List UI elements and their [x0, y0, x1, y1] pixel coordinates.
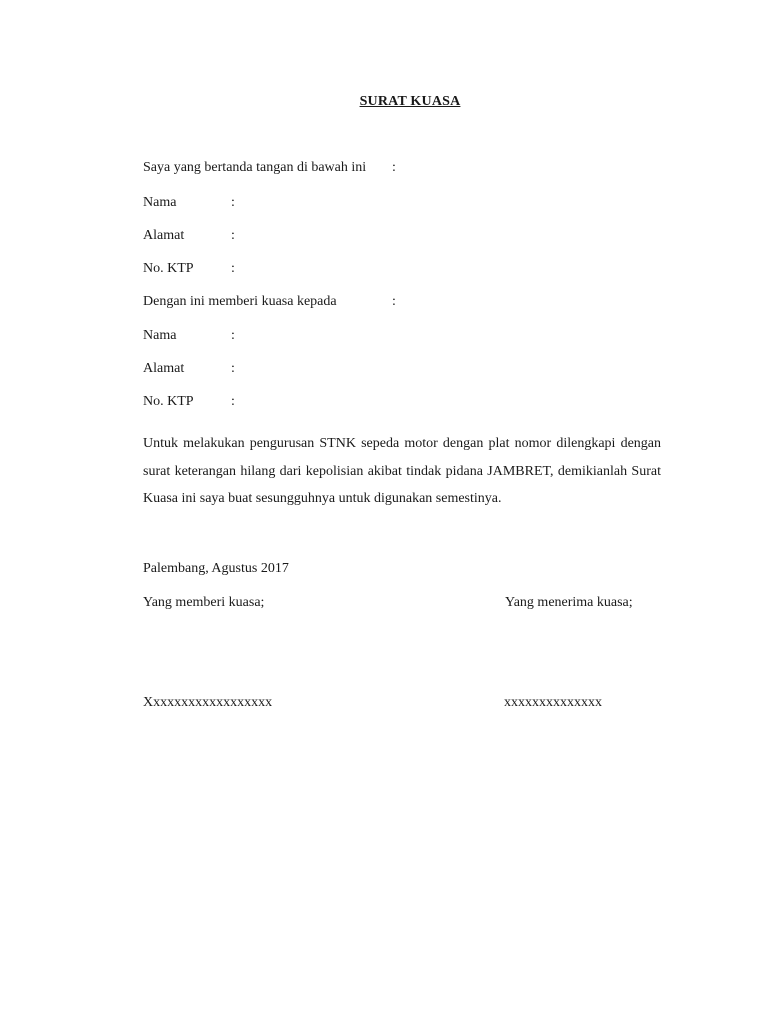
intro-colon: :: [392, 160, 396, 175]
receiver-label: Yang menerima kuasa;: [505, 595, 633, 610]
grantor-name-colon: :: [231, 195, 235, 210]
intro-line: [143, 160, 366, 176]
body-paragraph: Untuk melakukan pengurusan STNK sepeda motor dengan plat nomor dilengkapi dengan surat keterangan hilang dari kepolisian akibat tindak pidana JAMBRET, demikianlah Surat Kuasa ini saya buat sesungguhnya untuk digunakan semestinya.: [143, 436, 661, 506]
intro-text: Saya yang bertanda tangan di bawah ini: [143, 160, 367, 175]
place-date: Palembang, Agustus 2017: [143, 561, 289, 576]
grantee-ktp-row: [143, 394, 235, 410]
grantee-address-colon: :: [231, 361, 235, 376]
grantee-name-label: Nama: [143, 328, 177, 343]
grantee-address-label: Alamat: [143, 361, 185, 376]
grant-line: [143, 294, 337, 310]
grantor-ktp-colon: :: [231, 261, 235, 276]
grantor-address-colon: :: [231, 228, 235, 243]
receiver-name: xxxxxxxxxxxxxx: [504, 695, 602, 710]
grant-colon: :: [392, 294, 396, 309]
grantee-ktp-colon: :: [231, 394, 235, 409]
grantor-ktp-row: [143, 261, 235, 277]
giver-name: Xxxxxxxxxxxxxxxxxx: [143, 695, 273, 710]
grantee-name-row: [143, 328, 235, 344]
grantor-ktp-label: No. KTP: [143, 261, 194, 276]
grantor-name-row: [143, 195, 235, 211]
grantor-name-label: Nama: [143, 195, 177, 210]
grantor-address-label: Alamat: [143, 228, 185, 243]
document-title: SURAT KUASA: [359, 94, 461, 109]
giver-label: Yang memberi kuasa;: [143, 595, 265, 610]
grantor-address-row: [143, 228, 235, 244]
grantee-ktp-label: No. KTP: [143, 394, 194, 409]
grant-text: Dengan ini memberi kuasa kepada: [143, 294, 337, 309]
grantee-name-colon: :: [231, 328, 235, 343]
grantee-address-row: [143, 361, 235, 377]
